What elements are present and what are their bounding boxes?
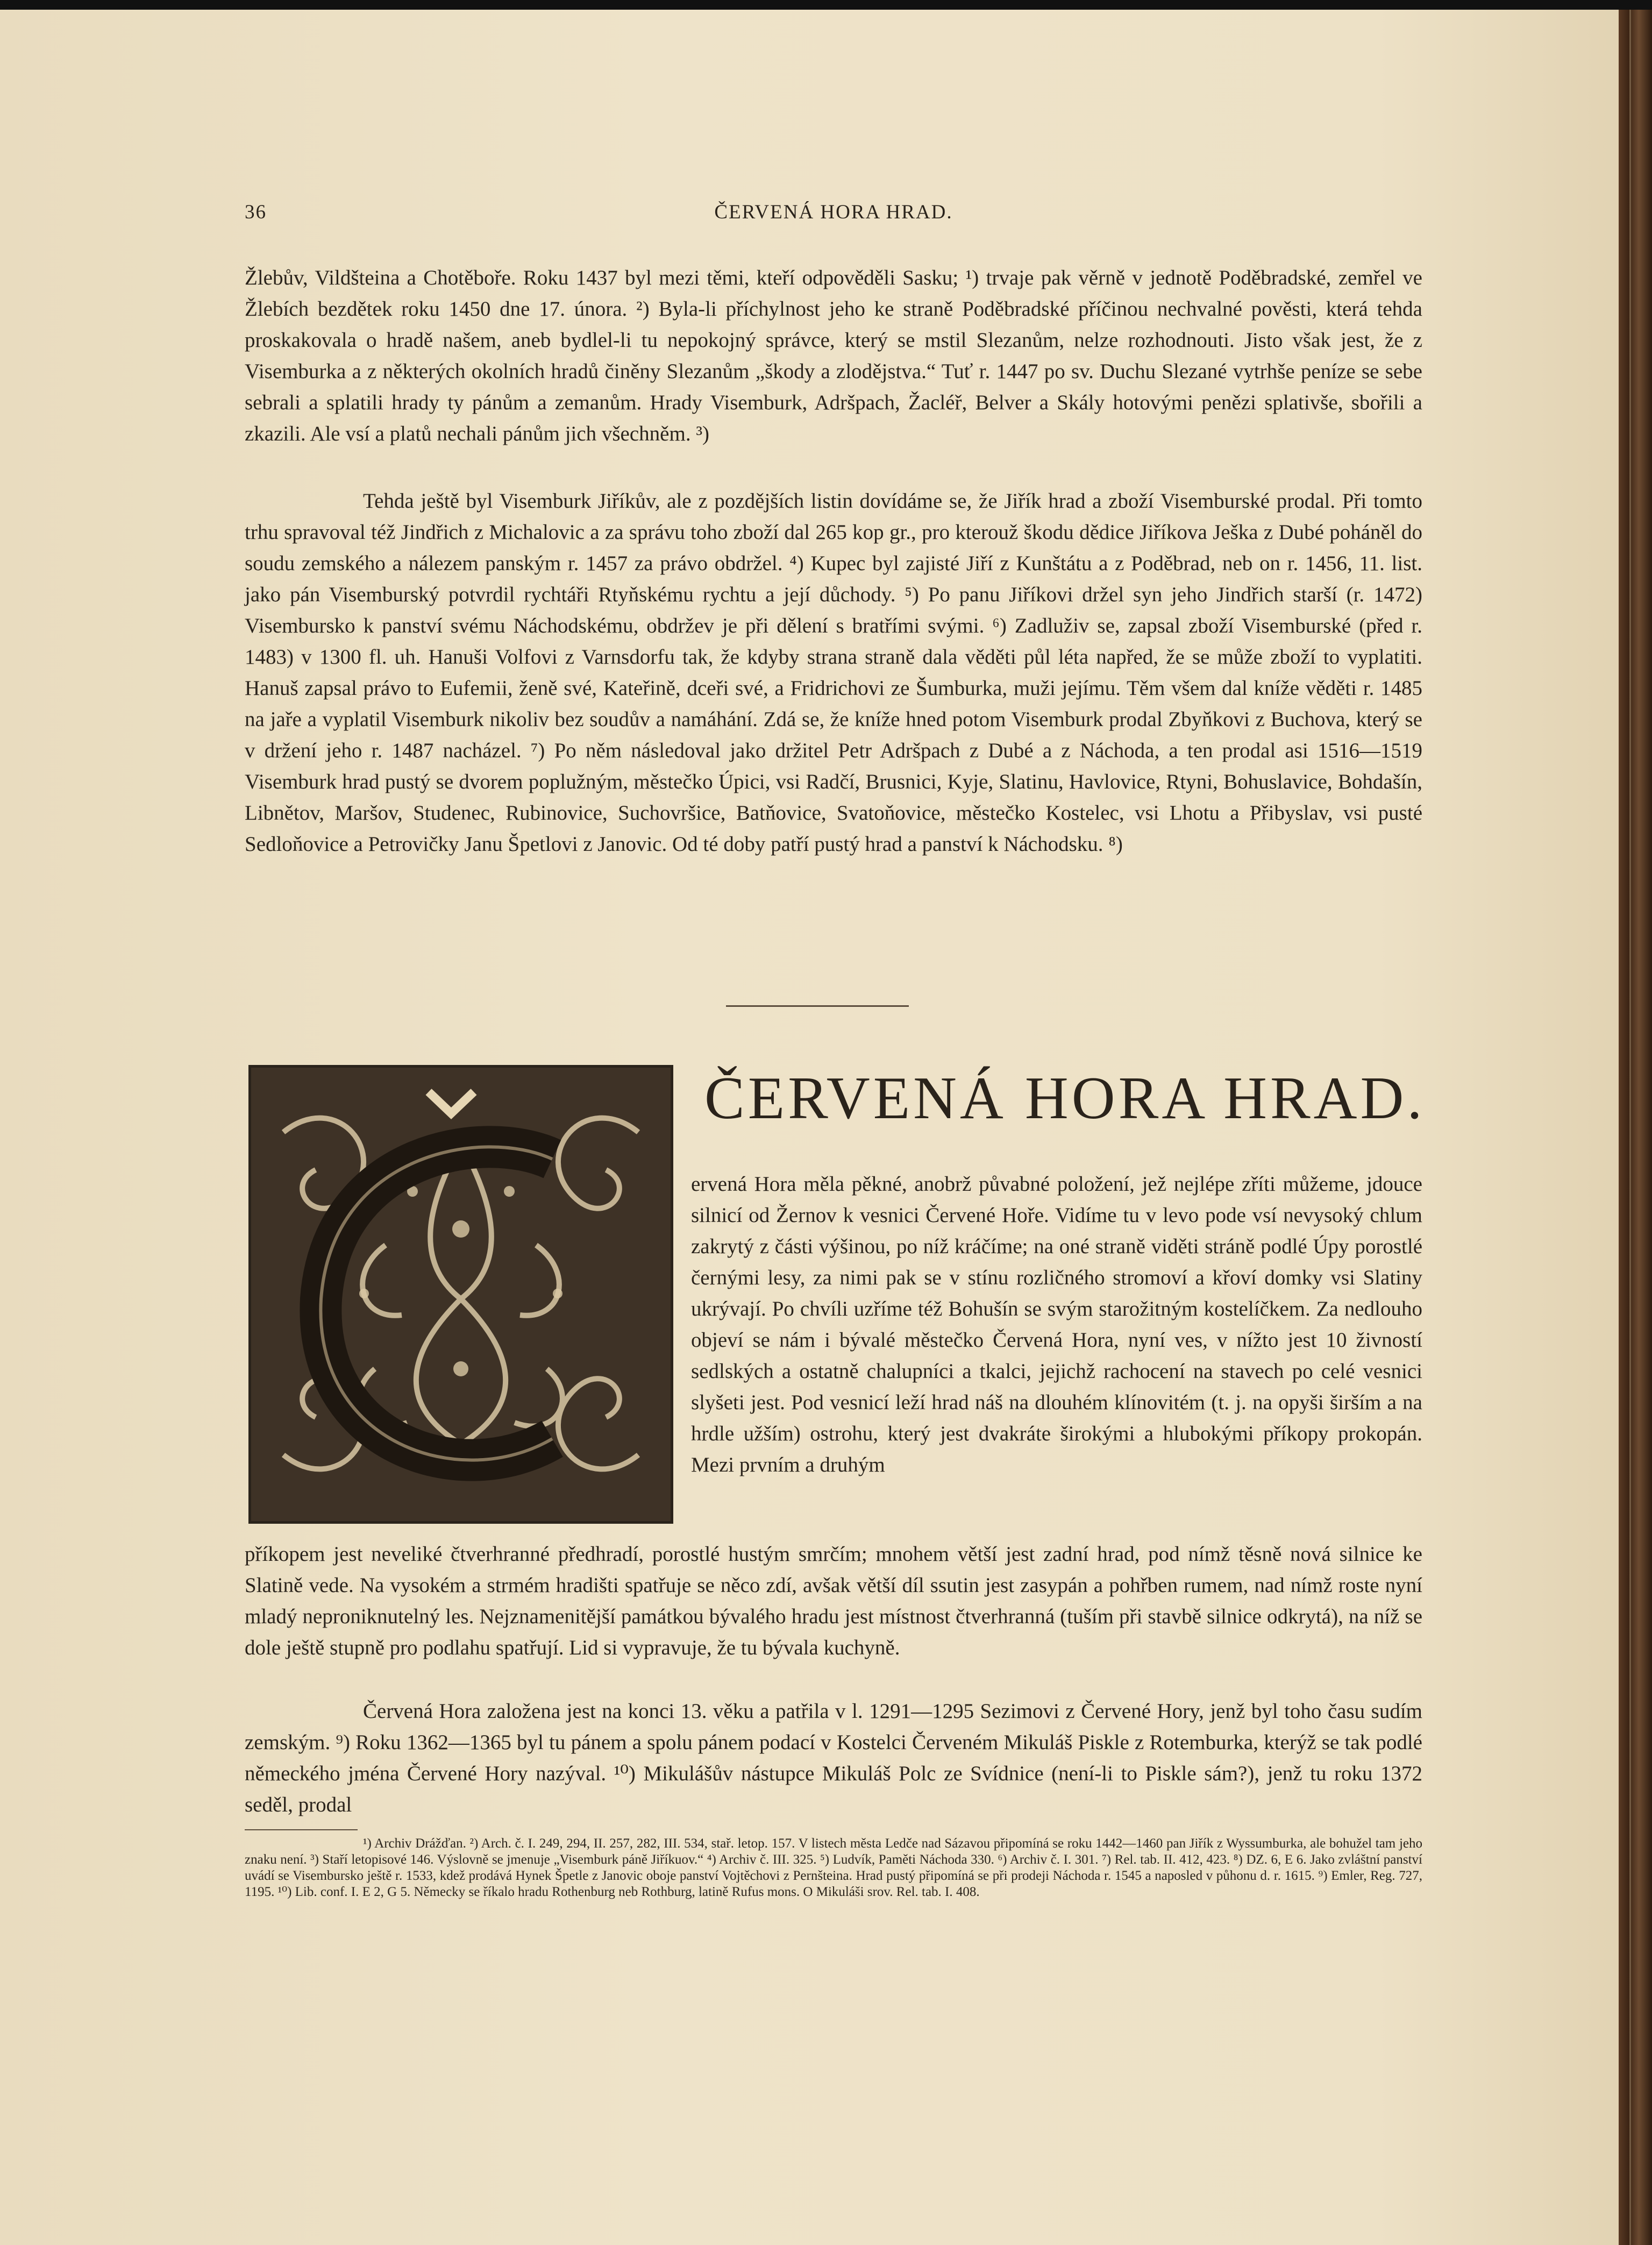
- scan-top-border: [0, 0, 1652, 10]
- book-spine-edge: [1619, 10, 1652, 2245]
- page-number: 36: [245, 201, 267, 223]
- footnotes: ¹) Archiv Drážďan. ²) Arch. č. I. 249, 294, II. 257, 282, III. 534, stař. letop. 157. V listech města Ledče nad Sázavou připomíná se roku 1442—1460 pan Jiřík z Wyssumburka, ale bohužel tam jeho znaku není. ³) Staří letopisové 146. Výslovně se jmenuje „Visemburk páně Jiříkuov.“ ⁴) Archiv č. III. 325. ⁵) Ludvík, Paměti Náchoda 330. ⁶) Archiv č. I. 301. ⁷) Rel. tab. II. 412, 423. ⁸) DZ. 6, E 6. Jako zvláštní panství uvádí se Visembursko ještě r. 1533, kdež prodává Hynek Špetle z Janovic oboje panství Vojtěchovi z Pernšteina. Hrad pustý připomíná se při prodeji Náchoda r. 1545 a naposled v půhonu d. r. 1615. ⁹) Emler, Reg. 727, 1195. ¹⁰) Lib. conf. I. E 2, G 5. Německy se říkalo hradu Rothenburg neb Rothburg, latině Rufus mons. O Mikuláši srov. Rel. tab. I. 408.: [245, 1836, 1422, 1899]
- running-header: [245, 201, 1422, 233]
- paragraph-2: Tehda ještě byl Visemburk Jiříkův, ale z pozdějších listin dovídáme se, že Jiřík hrad a zboží Visemburské prodal. Při tomto trhu spravoval též Jindřich z Michalovic a za správu toho zboží dal 265 kop gr., pro kterouž škodu dědice Jiříkova Ješka z Dubé poháněl do soudu zemského a nálezem panským r. 1457 za právo obdržel. ⁴) Kupec byl zajisté Jiří z Kunštátu a z Poděbrad, neb on r. 1456, 11. list. jako pán Visemburský potvrdil rychtáři Rtyňskému rychtu a její důchody. ⁵) Po panu Jiříkovi držel syn jeho Jindřich starší (r. 1472) Visembursko k panství svému Náchodskému, obdržev je při dělení s bratřími svými. ⁶) Zadluživ se, zapsal zboží Visemburské (před r. 1483) v 1300 fl. uh. Hanuši Volfovi z Varnsdorfu tak, že kdyby strana straně dala věděti půl léta napřed, že se může zboží to vyplatiti. Hanuš zapsal právo to Eufemii, ženě své, Kateřině, dceři své, a Fridrichovi ze Šumburka, muži jejímu. Těm všem dal kníže věděti r. 1485 na jaře a vyplatil Visemburk nikoliv bez soudův a namáhání. Zdá se, že kníže hned potom Visemburk prodal Zbyňkovi z Buchova, který se v držení jeho r. 1487 nacházel. ⁷) Po něm následoval jako držitel Petr Adršpach z Dubé a z Náchoda, a ten prodal asi 1516—1519 Visemburk hrad pustý se dvorem poplužným, městečko Úpici, vsi Radčí, Brusnici, Kyje, Slatinu, Havlovice, Rtyni, Bohuslavice, Bohdašín, Libnětov, Maršov, Studenec, Rubinovice, Suchovršice, Batňovice, Svatoňovice, městečko Kostelec, vsi Lhotu a Přibyslav, vsi pusté Sedloňovice a Petrovičky Janu Špetlovi z Janovic. Od té doby patří pustý hrad a panství k Náchodsku. ⁸): [245, 489, 1422, 856]
- footnote-divider: [245, 1829, 358, 1830]
- paragraph-3: ervená Hora měla pěkné, anobrž půvabné položení, jež nejlépe zříti můžeme, jdouce silnicí od Žernov k vesnici Červené Hoře. Vidíme tu v levo pode vsí nevysoký chlum zakrytý z části výšinou, po níž kráčíme; na oné straně viděti stráně podlé Úpy porostlé černými lesy, za nimi pak se v stínu rozličného stromoví a křoví domky vsi Slatiny ukrývají. Po chvíli uzříme též Bohušín se svým starožitným kostelíčkem. Za nedlouho objeví se nám i bývalé městečko Červená Hora, nyní ves, v nížto jest 10 živností sedlských a ostatně chalupníci a tkalci, jejichž rachocení na stavech po celé vesnici slyšeti jest. Pod vesnicí leží hrad náš na dlouhém klínovitém (t. j. na opyši širším a na hrdle užším) ostrohu, který jest dvakráte širokými a hlubokými příkopy prokopán. Mezi prvním a druhým: [691, 1173, 1422, 1476]
- paragraph-1: Žlebův, Vildšteina a Chotěboře. Roku 1437 byl mezi těmi, kteří odpověděli Sasku; ¹) trvaje pak věrně v jednotě Poděbradské, zemřel ve Žlebích bezdětek roku 1450 dne 17. února. ²) Byla-li příchylnost jeho ke straně Poděbradské příčinou nechvalné pověsti, která tehda proskakovala o hradě našem, aneb bydlel-li tu nepokojný správce, který se mstil Slezanům, nelze rozhodnouti. Jisto však jest, že z Visemburka a z některých okolních hradů činěny Slezanům „škody a zlodějstva.“ Tuť r. 1447 po sv. Duchu Slezané vytrhše peníze se sebe sebrali a splatili hrady ty pánům a zemanům. Hrady Visemburk, Adršpach, Žacléř, Belver a Skály hotovými penězi splativše, sbořili a zkazili. Ale vsí a platů nechali pánům jich všechněm. ³): [245, 266, 1422, 445]
- section-title-text: ČERVENÁ HORA HRAD.: [704, 1065, 1426, 1132]
- paragraph-5: Červená Hora založena jest na konci 13. věku a patřila v l. 1291—1295 Sezimovi z Červené Hory, jenž byl toho času sudím zemským. ⁹) Roku 1362—1365 byl tu pánem a spolu pánem podací v Kostelci Červeném Mikuláš Piskle z Rotemburka, kterýž se tak podlé německého jména Červené Hory nazýval. ¹⁰) Mikulášův nástupce Mikuláš Polc ze Svídnice (není-li to Piskle sám?), jenž tu roku 1372 seděl, prodal: [245, 1700, 1422, 1816]
- decorated-initial-letter: [248, 1065, 673, 1524]
- section-title: [704, 1064, 1425, 1145]
- book-page: [0, 10, 1619, 2245]
- spine-highlight: [1629, 10, 1631, 2245]
- running-title: ČERVENÁ HORA HRAD.: [714, 201, 953, 223]
- ornament-flourish-icon: [251, 1068, 671, 1521]
- section-divider: [726, 1005, 909, 1007]
- paragraph-4: příkopem jest neveliké čtverhranné předhradí, porostlé hustým smrčím; mnohem větší jest zadní hrad, pod nímž těsně nová silnice ke Slatině vede. Na vysokém a strmém hradišti spatřuje se něco zdí, avšak větší díl ssutin jest zasypán a pohřben rumem, nad nímž roste nyní mladý neproniknutelný les. Nejznamenitější památkou bývalého hradu jest místnost čtverhranná (tuším při stavbě silnice odkrytá), na níž se dole ještě stupně pro podlahu spatřují. Lid si vypravuje, že tu bývala kuchyně.: [245, 1543, 1422, 1659]
